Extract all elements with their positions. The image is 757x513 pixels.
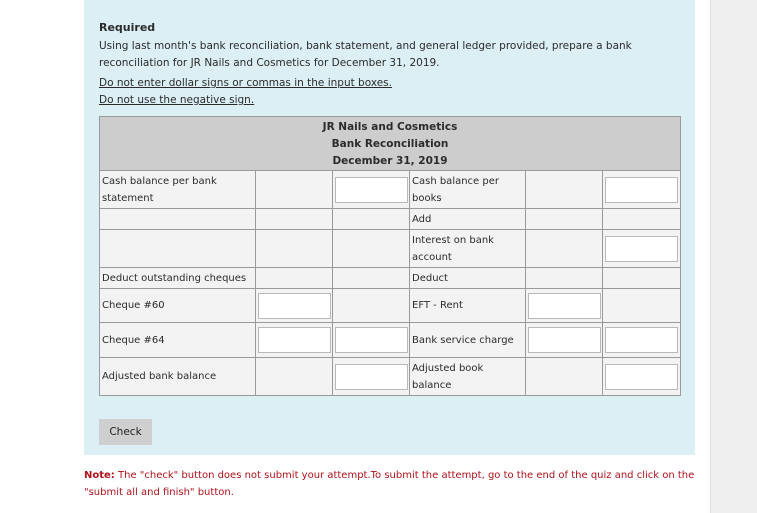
check-button[interactable]: Check — [99, 419, 152, 445]
table-row — [100, 268, 681, 289]
empty-cell — [256, 171, 333, 209]
table-header — [100, 117, 681, 171]
empty-cell — [333, 230, 410, 268]
table-row — [100, 358, 681, 396]
table-row — [100, 323, 681, 358]
label-cash-balance-per-bank: Cash balance per bank statement — [100, 171, 256, 209]
adjusted-bank-balance-input[interactable] — [335, 364, 408, 390]
report-date: December 31, 2019 — [332, 155, 448, 167]
instructions-text: Using last month's bank reconciliation, bank statement, and general ledger provided, prepare a bank reconciliation for JR Nails and Cosmetics for December 31, 2019. — [99, 40, 632, 69]
label-adjusted-book-balance: Adjusted book balance — [410, 358, 526, 396]
interest-input[interactable] — [605, 236, 678, 262]
label-eft-rent: EFT - Rent — [410, 289, 526, 323]
empty-cell — [603, 209, 681, 230]
table-row — [100, 289, 681, 323]
note-body: The "check" button does not submit your attempt.To submit the attempt, go to the end of the quiz and click on the "submit all and finish" button. — [84, 470, 695, 498]
adjusted-book-balance-input[interactable] — [605, 364, 678, 390]
empty-cell — [100, 209, 256, 230]
book-balance-input[interactable] — [605, 177, 678, 203]
table-row — [100, 209, 681, 230]
table-row — [100, 230, 681, 268]
cheque-60-input[interactable] — [258, 293, 331, 319]
empty-cell — [100, 230, 256, 268]
table-row — [100, 171, 681, 209]
label-deduct-outstanding-cheques: Deduct outstanding cheques — [100, 268, 256, 289]
empty-cell — [526, 230, 603, 268]
empty-cell — [333, 268, 410, 289]
label-cheque-64: Cheque #64 — [100, 323, 256, 358]
eft-rent-input[interactable] — [528, 293, 601, 319]
note-text — [84, 467, 699, 501]
report-title: Bank Reconciliation — [331, 138, 449, 150]
empty-cell — [256, 230, 333, 268]
empty-cell — [256, 268, 333, 289]
empty-cell — [333, 289, 410, 323]
rule-no-negative-sign: Do not use the negative sign. — [99, 94, 255, 106]
company-name: JR Nails and Cosmetics — [322, 121, 458, 133]
label-cheque-60: Cheque #60 — [100, 289, 256, 323]
label-deduct: Deduct — [410, 268, 526, 289]
total-outstanding-cheques-input[interactable] — [335, 327, 408, 353]
empty-cell — [603, 289, 681, 323]
empty-cell — [256, 358, 333, 396]
empty-cell — [526, 171, 603, 209]
empty-cell — [526, 358, 603, 396]
empty-cell — [526, 209, 603, 230]
bank-reconciliation-table — [99, 116, 681, 396]
label-adjusted-bank-balance: Adjusted bank balance — [100, 358, 256, 396]
required-heading: Required — [99, 21, 156, 34]
label-cash-balance-per-books: Cash balance per books — [410, 171, 526, 209]
empty-cell — [333, 209, 410, 230]
empty-cell — [603, 268, 681, 289]
empty-cell — [256, 209, 333, 230]
service-charge-input[interactable] — [528, 327, 601, 353]
rule-no-dollar-signs: Do not enter dollar signs or commas in the input boxes. — [99, 77, 392, 89]
cheque-64-input[interactable] — [258, 327, 331, 353]
note-label: Note: — [84, 470, 115, 481]
empty-cell — [526, 268, 603, 289]
bank-balance-input[interactable] — [335, 177, 408, 203]
right-sidebar-strip — [710, 0, 757, 513]
label-add: Add — [410, 209, 526, 230]
label-interest-on-bank-account: Interest on bank account — [410, 230, 526, 268]
total-deductions-input[interactable] — [605, 327, 678, 353]
label-bank-service-charge: Bank service charge — [410, 323, 526, 358]
